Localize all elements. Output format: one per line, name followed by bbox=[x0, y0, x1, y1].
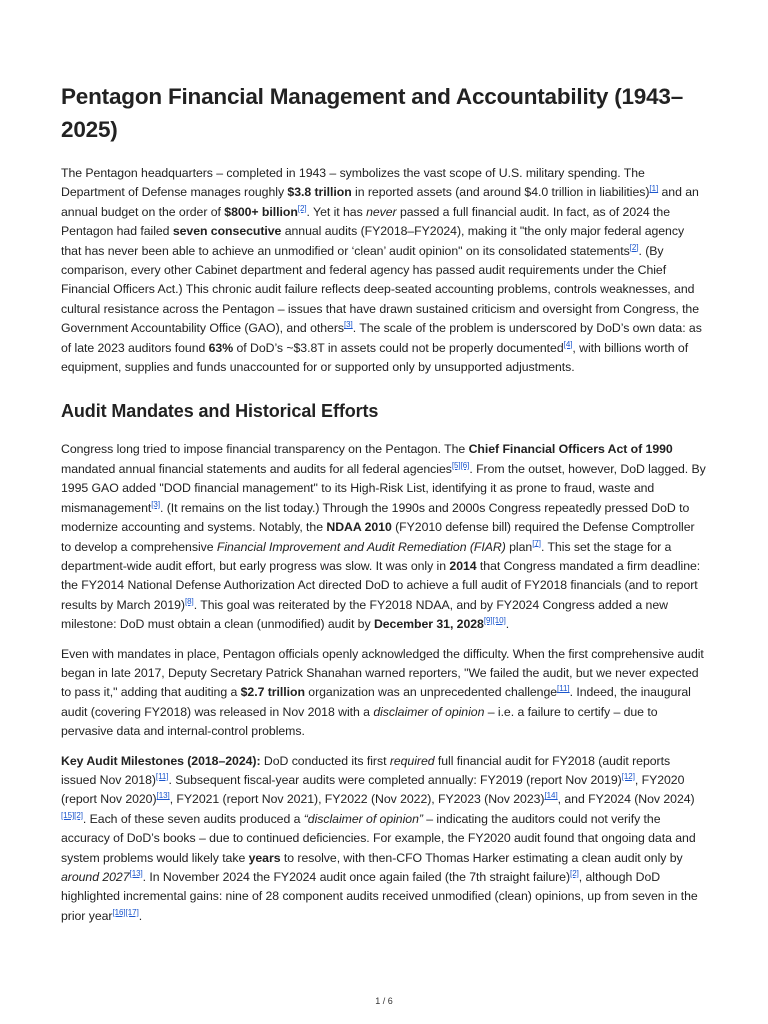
text-run: , although DoD highlighted incremental gains: nine of 28 component audits received unmodified (clean) opinions, up from seven in the prior year bbox=[61, 870, 698, 923]
text-run: , and FY2024 (Nov 2024) bbox=[557, 792, 695, 807]
bold-text: seven consecutive bbox=[172, 224, 282, 239]
citation bbox=[298, 204, 307, 213]
text-run: . Each of these seven audits produced a bbox=[82, 811, 304, 826]
citation-link[interactable]: [9] bbox=[483, 616, 493, 626]
text-run: plan bbox=[505, 539, 533, 554]
citation-link[interactable]: [8] bbox=[184, 596, 194, 606]
text-run: annual audits (FY2018–FY2024), making it "the only major federal agency that has never been able to achieve an unmodified or ‘clean’ audit opinion" on its consolidated statements bbox=[61, 224, 685, 258]
italic-text: disclaimer of opinion bbox=[373, 704, 485, 719]
italic-text: “disclaimer of opinion” bbox=[303, 811, 423, 826]
citation bbox=[74, 811, 83, 820]
text-run: DoD conducted its first bbox=[260, 753, 390, 768]
citation-link[interactable]: [11] bbox=[155, 771, 169, 781]
italic-text: required bbox=[389, 753, 435, 768]
citation-link[interactable]: [2] bbox=[629, 242, 639, 252]
citation-link[interactable]: [7] bbox=[532, 538, 541, 548]
citation bbox=[622, 772, 635, 781]
text-run: organization was an unprecedented challenge bbox=[304, 685, 558, 700]
citation-link[interactable]: [2] bbox=[570, 868, 579, 878]
citation-link[interactable]: [16] bbox=[112, 907, 126, 917]
citation bbox=[151, 500, 160, 509]
bold-text: Key Audit Milestones (2018–2024): bbox=[61, 753, 261, 768]
citation-link[interactable]: [11] bbox=[557, 684, 570, 694]
text-run: , FY2021 (report Nov 2021), FY2022 (Nov 2022), FY2023 (Nov 2023) bbox=[169, 792, 545, 807]
text-run: – i.e. a failure to certify – due to pervasive data and internal-control problems. bbox=[61, 704, 658, 739]
text-run: – indicating the auditors could not verify the accuracy of DoD’s books – due to continued deficiencies. For example, the FY2020 audit found that ongoing data and system problems would likely take bbox=[61, 811, 696, 865]
text-run: Congress long tried to impose financial transparency on the Pentagon. The bbox=[61, 442, 469, 457]
text-run: . (It remains on the list today.) Through the 1990s and 2000s Congress repeatedly pressed DoD to modernize accounting and systems. Notably, the bbox=[61, 500, 690, 535]
bold-text: $800+ billion bbox=[224, 204, 298, 219]
citation-link[interactable]: [3] bbox=[151, 499, 160, 509]
citation-link[interactable]: [14] bbox=[544, 791, 558, 801]
citation bbox=[452, 461, 461, 470]
citation bbox=[649, 184, 658, 193]
citation-link[interactable]: [2] bbox=[74, 810, 83, 820]
text-run: that Congress mandated a firm deadline: the FY2014 National Defense Authorization Act directed DoD to achieve a full audit of FY2018 financials (and to report results by March 2019) bbox=[61, 558, 701, 612]
text-run: . The scale of the problem is underscored by DoD’s own data: as of late 2023 auditors found bbox=[61, 321, 702, 355]
text-run: . Yet it has bbox=[306, 204, 367, 219]
bold-text: NDAA 2010 bbox=[326, 520, 392, 535]
citation-link[interactable]: [6] bbox=[460, 460, 470, 470]
bold-text: December 31, 2028 bbox=[373, 617, 484, 632]
italic-text: never bbox=[366, 204, 397, 219]
paragraph-milestones bbox=[61, 752, 707, 927]
text-run: . This set the stage for a department-wide audit effort, but early progress was slow. It was only in bbox=[61, 539, 672, 573]
citation bbox=[112, 908, 125, 917]
citation bbox=[630, 243, 639, 252]
bold-text: $3.8 trillion bbox=[287, 185, 352, 200]
citation-link[interactable]: [1] bbox=[649, 184, 659, 194]
text-run: . Indeed, the inaugural audit (covering FY2018) was released in Nov 2018 with a bbox=[61, 685, 691, 719]
text-run: Even with mandates in place, Pentagon officials openly acknowledged the difficulty. When the first comprehensive audit began in late 2017, Deputy Secretary Patrick Shanahan warned reporters, "We failed the audit, but we never expected to pass it," adding that auditing a bbox=[61, 646, 704, 700]
text-run: The Pentagon headquarters – completed in 1943 – symbolizes the vast scope of U.S. military spending. The Department of Defense manages roughly bbox=[61, 166, 645, 200]
citation-link[interactable]: [12] bbox=[621, 771, 635, 781]
citation bbox=[61, 811, 74, 820]
citation bbox=[185, 597, 194, 606]
paragraph-intro bbox=[61, 164, 707, 377]
citation bbox=[544, 791, 557, 800]
document-page bbox=[61, 80, 707, 936]
text-run: full financial audit for FY2018 (audit reports issued Nov 2018) bbox=[61, 753, 671, 787]
citation-link[interactable]: [17] bbox=[125, 907, 139, 917]
citation bbox=[557, 684, 570, 693]
citation-link[interactable]: [5] bbox=[451, 460, 461, 470]
text-run: . In November 2024 the FY2024 audit once again failed (the 7th straight failure) bbox=[142, 870, 571, 884]
citation bbox=[570, 869, 579, 878]
page-number: 1 / 6 bbox=[375, 996, 393, 1006]
document-title: Pentagon Financial Management and Accountability (1943–2025) bbox=[61, 84, 684, 142]
text-run: of DoD’s ~$3.8T in assets could not be properly documented bbox=[233, 340, 564, 355]
text-run: in reported assets (and around $4.0 trillion in liabilities) bbox=[351, 185, 650, 200]
text-run: . From the outset, however, DoD lagged. By 1995 GAO added "DOD financial management" to its High-Risk List, identifying it as prone to fraud, waste and mismanagement bbox=[61, 461, 706, 515]
citation bbox=[156, 772, 169, 781]
bold-text: years bbox=[248, 850, 281, 865]
citation bbox=[344, 320, 353, 329]
text-run: passed a full financial audit. In fact, as of 2024 the Pentagon had failed bbox=[61, 204, 671, 239]
text-run: . (By comparison, every other Cabinet department and federal agency has passed audit requirements under the Chief Financial Officers Act.) This chronic audit failure reflects deep-seated accounting problems, controls weaknesses, and cultural resistance across the Pentagon – issues that have drawn sustained criticism and oversight from Congress, the Government Accountability Office (GAO), and others bbox=[61, 243, 700, 336]
text-run: and an annual budget on the order of bbox=[61, 185, 699, 219]
citation bbox=[126, 908, 139, 917]
section-heading: Audit Mandates and Historical Efforts bbox=[61, 401, 379, 422]
text-run: (FY2010 defense bill) required the Defense Comptroller to develop a comprehensive bbox=[61, 520, 695, 554]
italic-text: around 2027 bbox=[61, 870, 130, 884]
bold-text: Chief Financial Officers Act of 1990 bbox=[468, 442, 673, 457]
text-run: mandated annual financial statements and audits for all federal agencies bbox=[61, 461, 452, 476]
text-run: . Subsequent fiscal-year audits were completed annually: FY2019 (report Nov 2019) bbox=[168, 772, 622, 787]
citation bbox=[484, 616, 493, 625]
text-run: to resolve, with then-CFO Thomas Harker estimating a clean audit only by bbox=[280, 850, 683, 865]
bold-text: $2.7 trillion bbox=[240, 685, 305, 700]
citation-link[interactable]: [2] bbox=[297, 203, 307, 213]
bold-text: 2014 bbox=[449, 558, 477, 573]
citation bbox=[532, 538, 541, 547]
citation-link[interactable]: [13] bbox=[156, 791, 170, 801]
text-run: , with billions worth of equipment, supplies and funds unaccounted for or supported only by unsupported adjustments. bbox=[61, 340, 689, 375]
citation bbox=[157, 791, 170, 800]
citation bbox=[493, 616, 506, 625]
text-run: . bbox=[505, 617, 510, 632]
citation-link[interactable]: [10] bbox=[492, 616, 506, 626]
text-run: . This goal was reiterated by the FY2018 NDAA, and by FY2024 Congress added a new milestone: DoD must obtain a clean (unmodified) audit by bbox=[61, 597, 668, 632]
paragraph-mandates bbox=[61, 440, 707, 634]
bold-text: 63% bbox=[208, 340, 234, 355]
citation-link[interactable]: [3] bbox=[343, 320, 353, 330]
paragraph-difficulty bbox=[61, 645, 707, 742]
citation-link[interactable]: [4] bbox=[563, 339, 573, 349]
citation-link[interactable]: [13] bbox=[129, 868, 143, 878]
italic-text: Financial Improvement and Audit Remediation (FIAR) bbox=[216, 539, 506, 554]
citation-link[interactable]: [15] bbox=[61, 810, 75, 820]
citation bbox=[130, 869, 143, 878]
text-run: , FY2020 (report Nov 2020) bbox=[61, 772, 685, 807]
text-run: . bbox=[138, 908, 143, 923]
